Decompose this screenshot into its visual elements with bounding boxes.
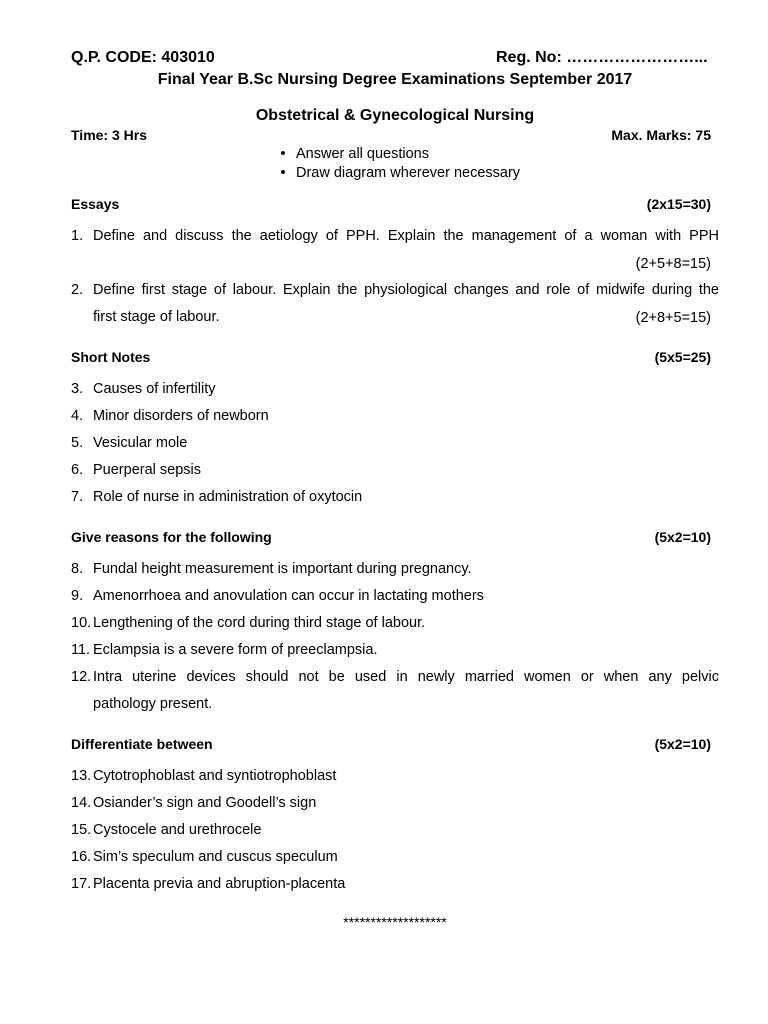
max-marks: Max. Marks: 75 (611, 127, 711, 143)
section-title-essays: Essays (71, 196, 120, 212)
question-item: 11. Eclampsia is a severe form of preeclampsia. (71, 642, 378, 658)
section-title-reasons: Give reasons for the following (71, 529, 272, 545)
qp-code: Q.P. CODE: 403010 (71, 49, 215, 66)
question-item: 17. Placenta previa and abruption-placenta (71, 876, 346, 892)
section-marks-essays: (2x15=30) (646, 196, 711, 212)
time-label: Time: 3 Hrs (71, 127, 147, 143)
instruction-item: • Answer all questions (270, 145, 520, 164)
bullet-icon: • (280, 146, 286, 162)
subject-title: Obstetrical & Gynecological Nursing (255, 107, 535, 124)
instructions-list (270, 145, 520, 183)
exam-title: Final Year B.Sc Nursing Degree Examinations September 2017 (157, 71, 633, 88)
question-item: 6. Puerperal sepsis (71, 462, 201, 478)
question-item: 12. Intra uterine devices should not be used in newly married women or when any pelvic (71, 669, 719, 685)
question-item: 10. Lengthening of the cord during third stage of labour. (71, 615, 426, 631)
question-item: 9. Amenorrhoea and anovulation can occur in lactating mothers (71, 588, 484, 604)
question-item: 4. Minor disorders of newborn (71, 408, 269, 424)
question-item: 16. Sim’s speculum and cuscus speculum (71, 849, 338, 865)
question-item: 3. Causes of infertility (71, 381, 216, 397)
question-item: 8. Fundal height measurement is important during pregnancy. (71, 561, 472, 577)
question-item: 2. Define first stage of labour. Explain the physiological changes and role of midwife during the (71, 282, 719, 298)
question-item: 15. Cystocele and urethrocele (71, 822, 262, 838)
bullet-icon: • (280, 165, 286, 181)
section-title-differentiate: Differentiate between (71, 736, 213, 752)
section-title-short-notes: Short Notes (71, 349, 151, 365)
instruction-item: • Draw diagram wherever necessary (270, 164, 520, 183)
question-marks: (2+5+8=15) (635, 256, 711, 272)
question-item: 13. Cytotrophoblast and syntiotrophoblast (71, 768, 337, 784)
section-marks-short-notes: (5x5=25) (654, 349, 711, 365)
section-marks-differentiate: (5x2=10) (654, 736, 711, 752)
end-marker: ******************* (343, 914, 447, 930)
section-marks-reasons: (5x2=10) (654, 529, 711, 545)
question-item: 7. Role of nurse in administration of oxytocin (71, 489, 363, 505)
question-item: 14. Osiander’s sign and Goodell’s sign (71, 795, 317, 811)
reg-no: Reg. No: ……………………... (496, 49, 708, 66)
question-marks: (2+8+5=15) (635, 310, 711, 326)
question-item: 5. Vesicular mole (71, 435, 188, 451)
question-item: 1. Define and discuss the aetiology of PPH. Explain the management of a woman with PPH (71, 228, 719, 244)
question-continuation: pathology present. (93, 696, 213, 712)
question-continuation: first stage of labour. (93, 309, 220, 325)
